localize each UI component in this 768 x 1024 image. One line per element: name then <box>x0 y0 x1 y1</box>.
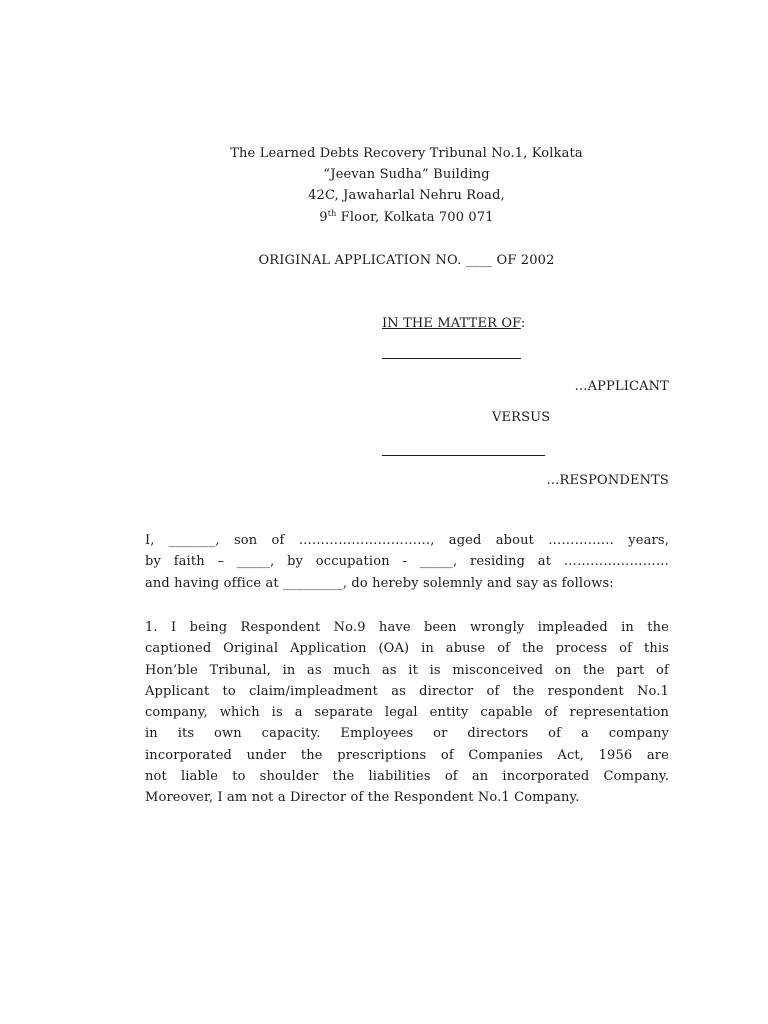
paragraph-line: Moreover, I am not a Director of the Respondent No.1 Company. <box>145 790 580 806</box>
applicant-label: …APPLICANT <box>574 379 669 394</box>
intro-line: I, _______, son of …………………………, aged about …………… years, <box>145 533 669 548</box>
floor-number: 9 <box>319 210 328 225</box>
floor-city: Floor, Kolkata 700 071 <box>336 210 494 225</box>
paragraph-line: not liable to shoulder the liabilities of an incorporated Company. <box>145 769 669 785</box>
floor-ordinal: th <box>327 209 337 218</box>
paragraph-line: Applicant to claim/impleadment as director of the respondent No.1 <box>145 683 669 699</box>
matter-heading <box>382 316 525 332</box>
paragraph-line: incorporated under the prescriptions of Companies Act, 1956 are <box>145 747 669 763</box>
building-name: “Jeevan Sudha” Building <box>323 167 490 182</box>
street-address: 42C, Jawaharlal Nehru Road, <box>308 188 505 203</box>
versus-label: VERSUS <box>492 410 551 425</box>
respondents-label: …RESPONDENTS <box>546 473 669 488</box>
paragraph-1 <box>145 617 669 809</box>
matter-heading-text: IN THE MATTER OF <box>382 316 521 331</box>
paragraph-line: captioned Original Application (OA) in abuse of the process of this <box>145 641 669 657</box>
paragraph-line: in its own capacity. Employees or directors of a company <box>145 726 669 742</box>
applicant-name-blank <box>382 358 521 359</box>
intro-line: and having office at _________, do hereby solemnly and say as follows: <box>145 575 614 591</box>
respondent-name-blank <box>382 455 545 456</box>
paragraph-line: Hon’ble Tribunal, in as much as it is misconceived on the part of <box>145 662 669 678</box>
intro-line: by faith – _____, by occupation - _____, residing at …………………… <box>145 554 669 570</box>
tribunal-name: The Learned Debts Recovery Tribunal No.1, Kolkata <box>230 146 583 161</box>
matter-heading-colon: : <box>520 316 526 331</box>
paragraph-line: 1. I being Respondent No.9 have been wrongly impleaded in the <box>145 620 669 635</box>
floor-address <box>0 210 768 226</box>
application-title: ORIGINAL APPLICATION NO. ____ OF 2002 <box>258 253 555 268</box>
deponent-intro <box>145 530 669 594</box>
paragraph-line: company, which is a separate legal entity capable of representation <box>145 705 669 721</box>
